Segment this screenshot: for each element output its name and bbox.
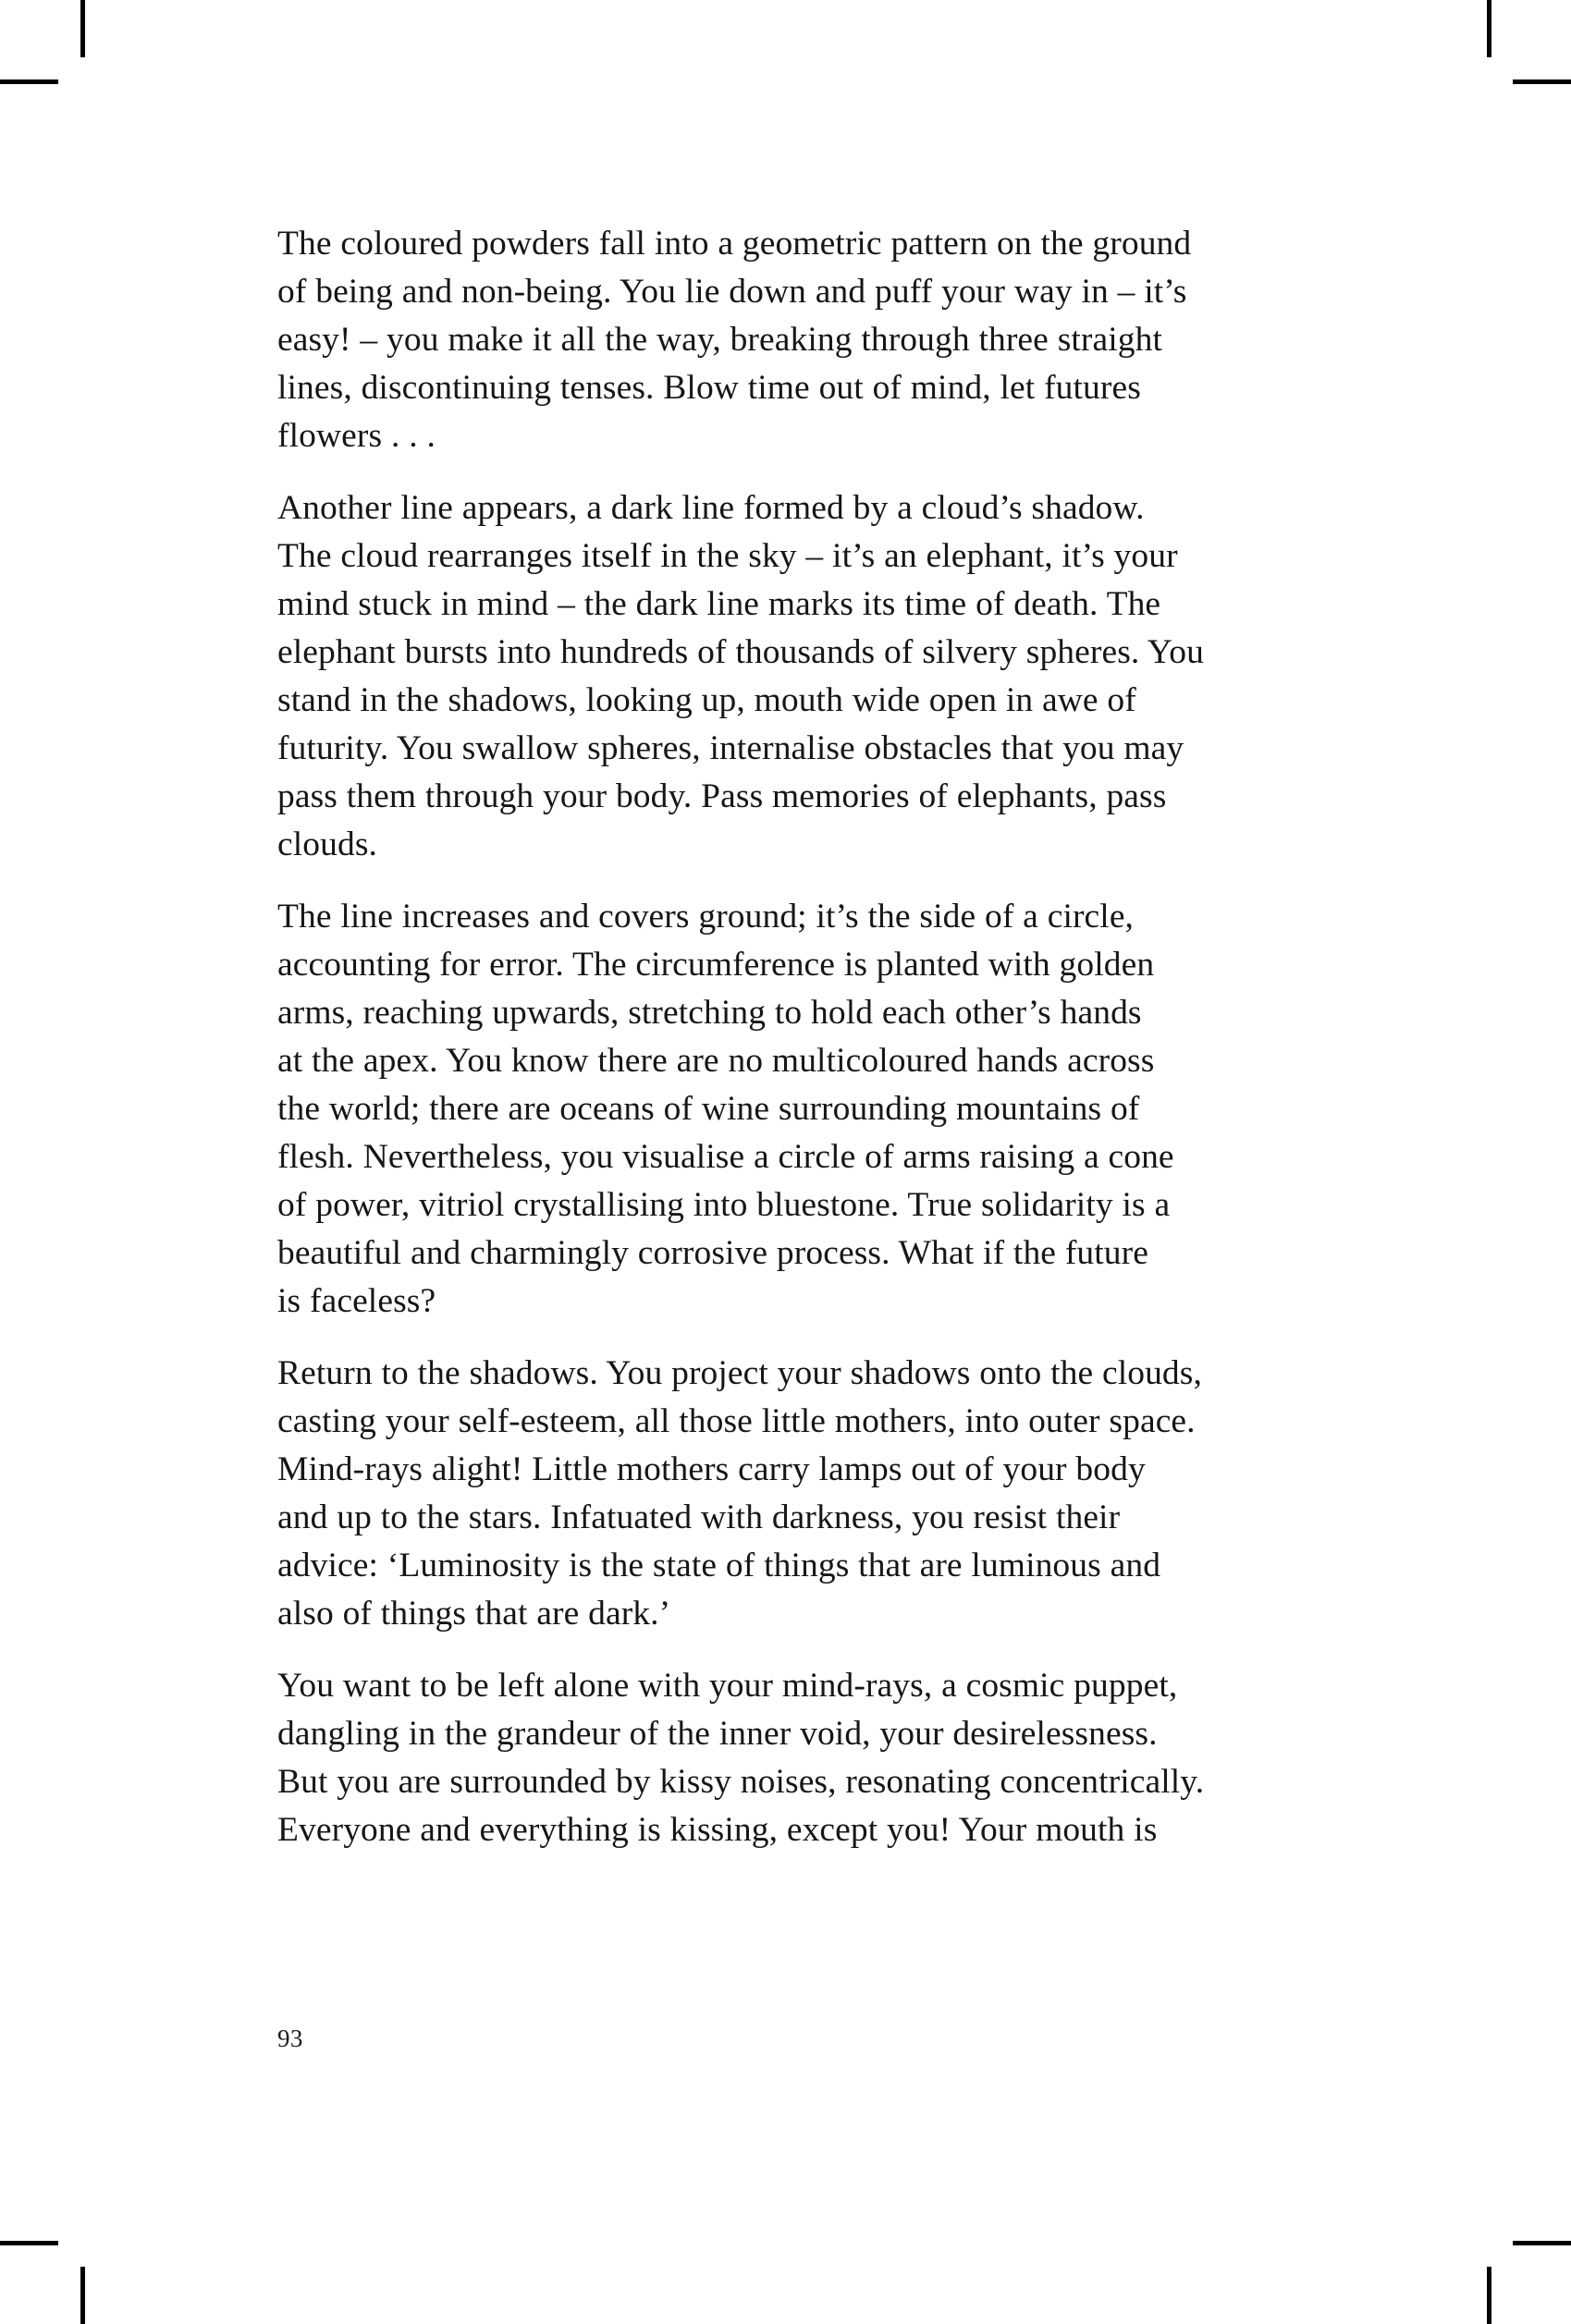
text-line: clouds. [277, 826, 377, 863]
paragraph-4 [277, 1350, 1304, 1638]
text-line: flowers . . . [277, 417, 436, 455]
paragraph-2 [277, 484, 1304, 869]
paragraph-3 [277, 893, 1304, 1326]
text-line: accounting for error. The circumference is planted with golden [277, 946, 1155, 984]
text-line: flesh. Nevertheless, you visualise a circle of arms raising a cone [277, 1138, 1174, 1176]
text-line: You want to be left alone with your mind-rays, a cosmic puppet, [277, 1667, 1178, 1705]
crop-mark-bottom-right-vertical [1487, 2267, 1491, 2324]
text-line: But you are surrounded by kissy noises, resonating concentrically. [277, 1763, 1205, 1801]
crop-mark-top-right-vertical [1487, 0, 1491, 57]
text-line: mind stuck in mind – the dark line marks its time of death. The [277, 585, 1161, 623]
text-line: The line increases and covers ground; it’s the side of a circle, [277, 898, 1135, 936]
text-line: the world; there are oceans of wine surrounding mountains of [277, 1090, 1140, 1128]
text-line: arms, reaching upwards, stretching to hold each other’s hands [277, 994, 1142, 1032]
text-line: Another line appears, a dark line formed by a cloud’s shadow. [277, 489, 1145, 527]
text-line: dangling in the grandeur of the inner void, your desirelessness. [277, 1715, 1158, 1753]
text-line: advice: ‘Luminosity is the state of things that are luminous and [277, 1547, 1161, 1584]
text-line: easy! – you make it all the way, breaking through three straight [277, 321, 1162, 359]
text-line: The cloud rearranges itself in the sky – it’s an elephant, it’s your [277, 537, 1178, 575]
text-line: of power, vitriol crystallising into bluestone. True solidarity is a [277, 1186, 1171, 1224]
crop-mark-top-left-horizontal [0, 80, 58, 84]
crop-mark-bottom-left-vertical [80, 2267, 85, 2324]
text-line: futurity. You swallow spheres, internalise obstacles that you may [277, 729, 1184, 767]
text-line: Return to the shadows. You project your shadows onto the clouds, [277, 1354, 1202, 1392]
text-line: stand in the shadows, looking up, mouth wide open in awe of [277, 681, 1136, 719]
text-line: elephant bursts into hundreds of thousands of silvery spheres. You [277, 633, 1204, 671]
text-line: is faceless? [277, 1282, 436, 1320]
body-text-block [277, 220, 1304, 1854]
text-line: casting your self-esteem, all those little mothers, into outer space. [277, 1402, 1196, 1440]
page-number: 93 [277, 2024, 303, 2052]
crop-mark-bottom-left-horizontal [0, 2241, 58, 2245]
text-line: also of things that are dark.’ [277, 1595, 671, 1633]
crop-mark-bottom-right-horizontal [1513, 2241, 1571, 2245]
crop-mark-top-right-horizontal [1513, 80, 1571, 84]
paragraph-5 [277, 1662, 1304, 1854]
text-line: The coloured powders fall into a geometric pattern on the ground [277, 225, 1192, 263]
text-line: Mind-rays alight! Little mothers carry lamps out of your body [277, 1450, 1146, 1488]
text-line: lines, discontinuing tenses. Blow time out of mind, let futures [277, 369, 1141, 407]
text-line: beautiful and charmingly corrosive process. What if the future [277, 1234, 1148, 1272]
text-line: and up to the stars. Infatuated with darkness, you resist their [277, 1498, 1121, 1536]
paragraph-1 [277, 220, 1304, 460]
text-line: of being and non-being. You lie down and puff your way in – it’s [277, 273, 1187, 311]
text-line: pass them through your body. Pass memories of elephants, pass [277, 777, 1167, 815]
text-line: at the apex. You know there are no multicoloured hands across [277, 1042, 1155, 1080]
text-line: Everyone and everything is kissing, except you! Your mouth is [277, 1811, 1158, 1849]
crop-mark-top-left-vertical [80, 0, 85, 57]
